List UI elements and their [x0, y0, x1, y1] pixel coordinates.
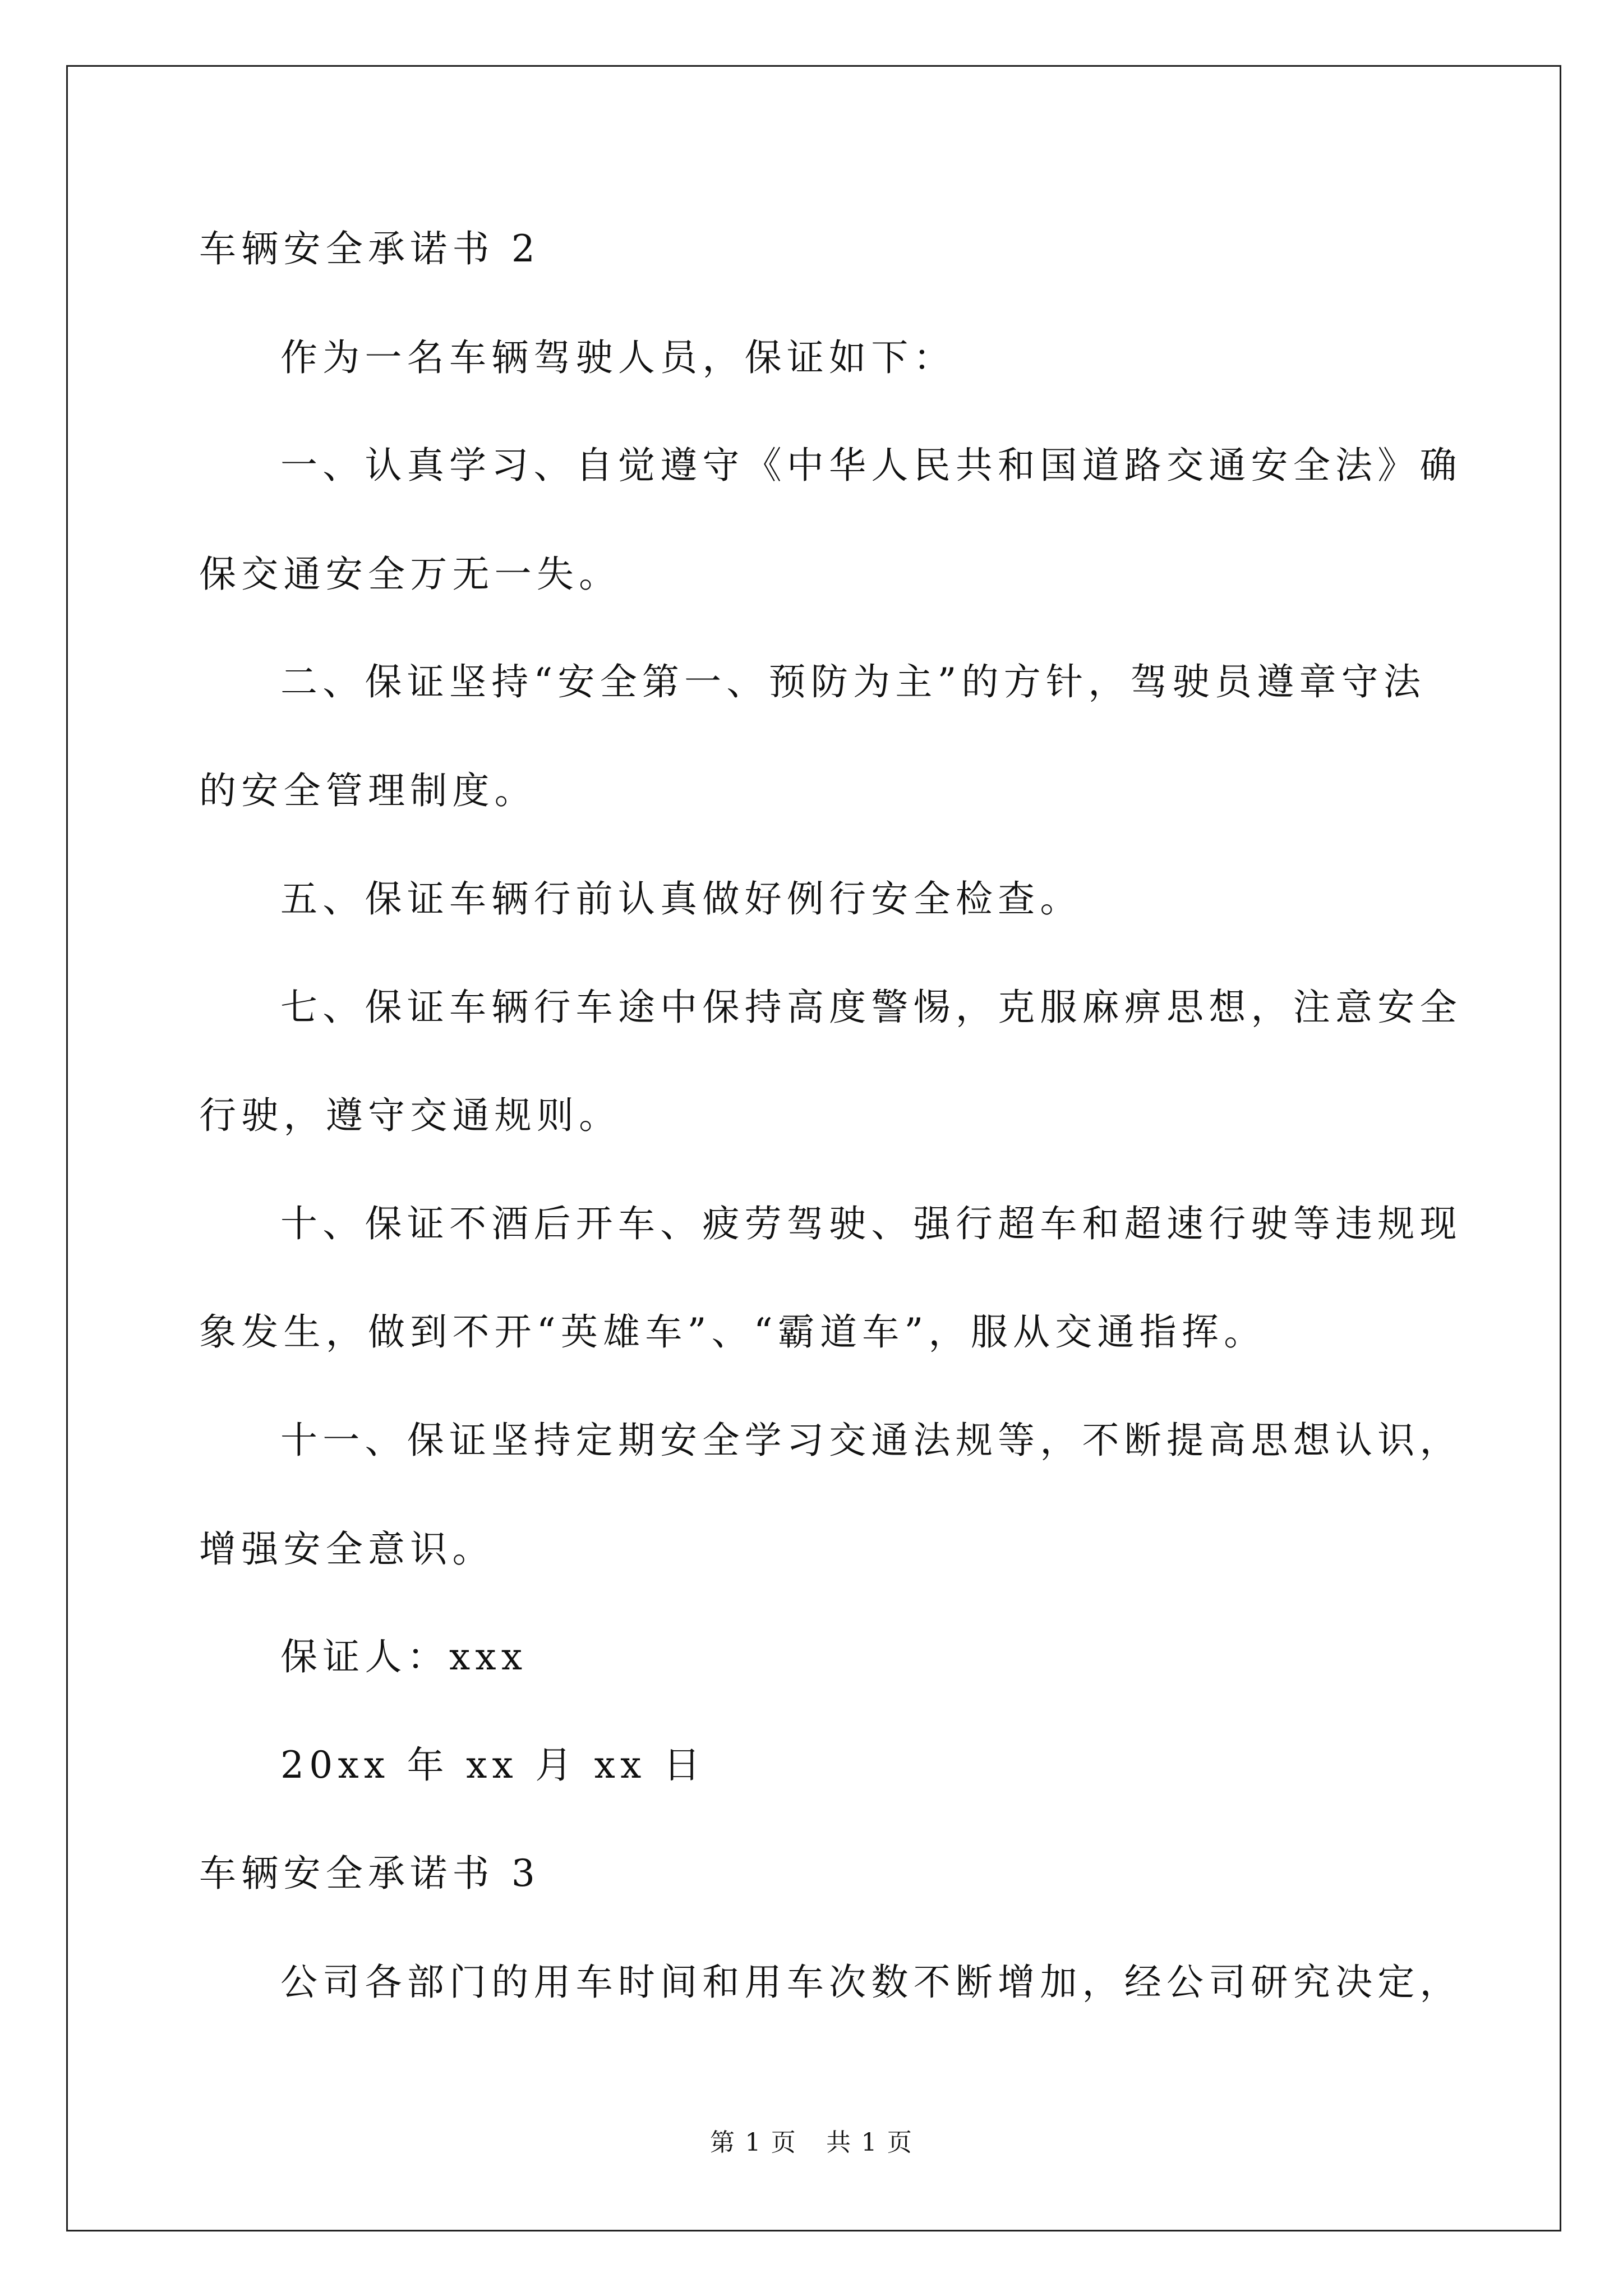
item-11-line-1: 十一、保证坚持定期安全学习交通法规等，不断提高思想认识，	[280, 1419, 1462, 1462]
page-number-current: 第 1 页	[709, 2128, 797, 2157]
section-heading-3: 车辆安全承诺书 3	[199, 1852, 541, 1895]
page-footer	[0, 2126, 1623, 2160]
item-7-line-1: 七、保证车辆行车途中保持高度警惕，克服麻痹思想，注意安全	[280, 986, 1462, 1029]
paragraph-3-line-1: 公司各部门的用车时间和用车次数不断增加，经公司研究决定，	[280, 1961, 1462, 2004]
page-number-total: 共 1 页	[826, 2128, 914, 2157]
intro-paragraph: 作为一名车辆驾驶人员，保证如下：	[280, 336, 956, 379]
item-2-line-1: 二、保证坚持“安全第一、预防为主”的方针，驾驶员遵章守法	[280, 660, 1426, 703]
section-heading-2: 车辆安全承诺书 2	[199, 227, 541, 270]
item-2-line-2: 的安全管理制度。	[199, 769, 537, 812]
item-7-line-2: 行驶，遵守交通规则。	[199, 1094, 621, 1137]
item-10-line-1: 十、保证不酒后开车、疲劳驾驶、强行超车和超速行驶等违规现	[280, 1202, 1462, 1245]
page-border	[66, 65, 1561, 2231]
guarantor-line: 保证人：xxx	[280, 1635, 528, 1678]
item-5: 五、保证车辆行前认真做好例行安全检查。	[280, 877, 1082, 921]
item-1-line-1: 一、认真学习、自觉遵守《中华人民共和国道路交通安全法》确	[280, 444, 1462, 487]
item-10-line-2: 象发生，做到不开“英雄车”、“霸道车”，服从交通指挥。	[199, 1310, 1266, 1354]
item-1-line-2: 保交通安全万无一失。	[199, 553, 621, 596]
item-11-line-2: 增强安全意识。	[199, 1527, 495, 1571]
date-line: 20xx 年 xx 月 xx 日	[280, 1743, 706, 1787]
